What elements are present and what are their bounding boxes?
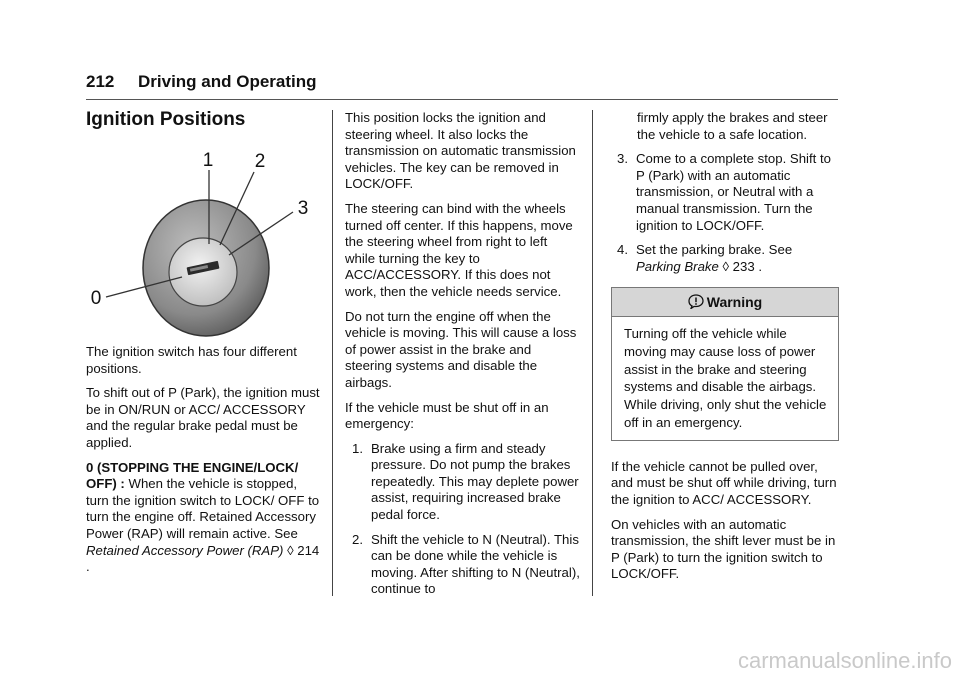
paragraph: If the vehicle cannot be pulled over, and must be shut off while driving, turn the ignition to ACC/ ACCESSORY. bbox=[611, 458, 837, 507]
column-divider-2 bbox=[592, 110, 593, 596]
column-2 bbox=[345, 110, 581, 606]
column-1 bbox=[86, 344, 322, 584]
column-divider-1 bbox=[332, 110, 333, 596]
paragraph: To shift out of P (Park), the ignition must be in ON/RUN or ACC/ ACCESSORY and the regular brake pedal must be applied. bbox=[86, 385, 320, 450]
page-number: 212 bbox=[86, 72, 115, 91]
paragraph-text: When the vehicle is stopped, turn the ignition switch to LOCK/ OFF to turn the engine off. Retained Accessory Power (RAP) will remain active. See bbox=[86, 476, 320, 541]
page-ref: 233 . bbox=[729, 258, 763, 274]
warning-box bbox=[611, 287, 839, 440]
step-continuation: firmly apply the brakes and steer the vehicle to a safe location. bbox=[637, 110, 828, 142]
section-name: Driving and Operating bbox=[138, 72, 317, 91]
position-label-1: 1 bbox=[202, 150, 214, 171]
paragraph: The ignition switch has four different positions. bbox=[86, 344, 297, 376]
position-term: 0 (STOPPING THE ENGINE/LOCK/ OFF) : bbox=[86, 459, 299, 492]
page-ref: 214 . bbox=[86, 542, 320, 575]
step-number: 3. bbox=[617, 151, 628, 167]
section-title: Ignition Positions bbox=[86, 109, 246, 130]
key-cylinder bbox=[169, 238, 237, 306]
warning-text: Turning off the vehicle while moving may cause loss of power assist in the brake and steering systems and disable the airbags. While driving, only shut the vehicle off in an emergency. bbox=[624, 325, 827, 430]
paragraph: On vehicles with an automatic transmission, the shift lever must be in P (Park) to turn the ignition switch to LOCK/OFF. bbox=[611, 516, 836, 582]
step-number: 2. bbox=[352, 531, 363, 547]
step-number: 1. bbox=[352, 440, 363, 456]
parking-brake-reference-link[interactable]: Parking Brake bbox=[636, 258, 719, 274]
paragraph: The steering can bind with the wheels turned off center. If this happens, move the steering wheel from right to left while turning the key to ACC/ACCESSORY. If this does not work, then the vehicle needs service. bbox=[345, 200, 573, 299]
step-text bbox=[636, 242, 839, 275]
page-ref-icon: ◊ bbox=[283, 542, 294, 558]
list-item bbox=[345, 441, 581, 524]
step-text-part: Set the parking brake. See bbox=[636, 242, 793, 258]
paragraph: Do not turn the engine off when the vehicle is moving. This will cause a loss of power assist in the brake and steering systems and disable the airbags. bbox=[345, 308, 577, 390]
column-3 bbox=[611, 110, 839, 591]
step-text: Brake using a firm and steady pressure. Do not pump the brakes repeatedly. This may deplete power assist, requiring increased brake pedal force. bbox=[371, 440, 579, 523]
list-item bbox=[611, 151, 839, 234]
paragraph: If the vehicle must be shut off in an emergency: bbox=[345, 399, 549, 432]
paragraph: This position locks the ignition and steering wheel. It also locks the transmission on automatic transmission vehicles. The key can be removed in LOCK/OFF. bbox=[345, 110, 576, 192]
page-header bbox=[86, 72, 838, 92]
list-item bbox=[345, 532, 581, 598]
warning-header bbox=[612, 288, 838, 317]
step-text: Shift the vehicle to N (Neutral). This can be done while the vehicle is moving. After shifting to N (Neutral), continue to bbox=[371, 531, 580, 597]
position-0-paragraph bbox=[86, 460, 322, 576]
list-item bbox=[611, 242, 839, 275]
step-number: 4. bbox=[617, 242, 628, 258]
header-rule bbox=[86, 99, 838, 100]
page-ref-icon: ◊ bbox=[718, 258, 730, 274]
rap-reference-link[interactable]: Retained Accessory Power (RAP) bbox=[86, 542, 284, 558]
ignition-switch-diagram bbox=[86, 147, 316, 339]
warning-title: Warning bbox=[706, 294, 763, 311]
watermark: carmanualsonline.info bbox=[737, 648, 952, 673]
warning-icon bbox=[688, 294, 704, 309]
position-label-0: 0 bbox=[90, 288, 102, 309]
step-text: Come to a complete stop. Shift to P (Park) with an automatic transmission, or Neutral with a manual transmission. Turn the ignition to LOCK/OFF. bbox=[636, 151, 831, 233]
position-label-2: 2 bbox=[254, 151, 266, 172]
position-label-3: 3 bbox=[297, 198, 309, 219]
